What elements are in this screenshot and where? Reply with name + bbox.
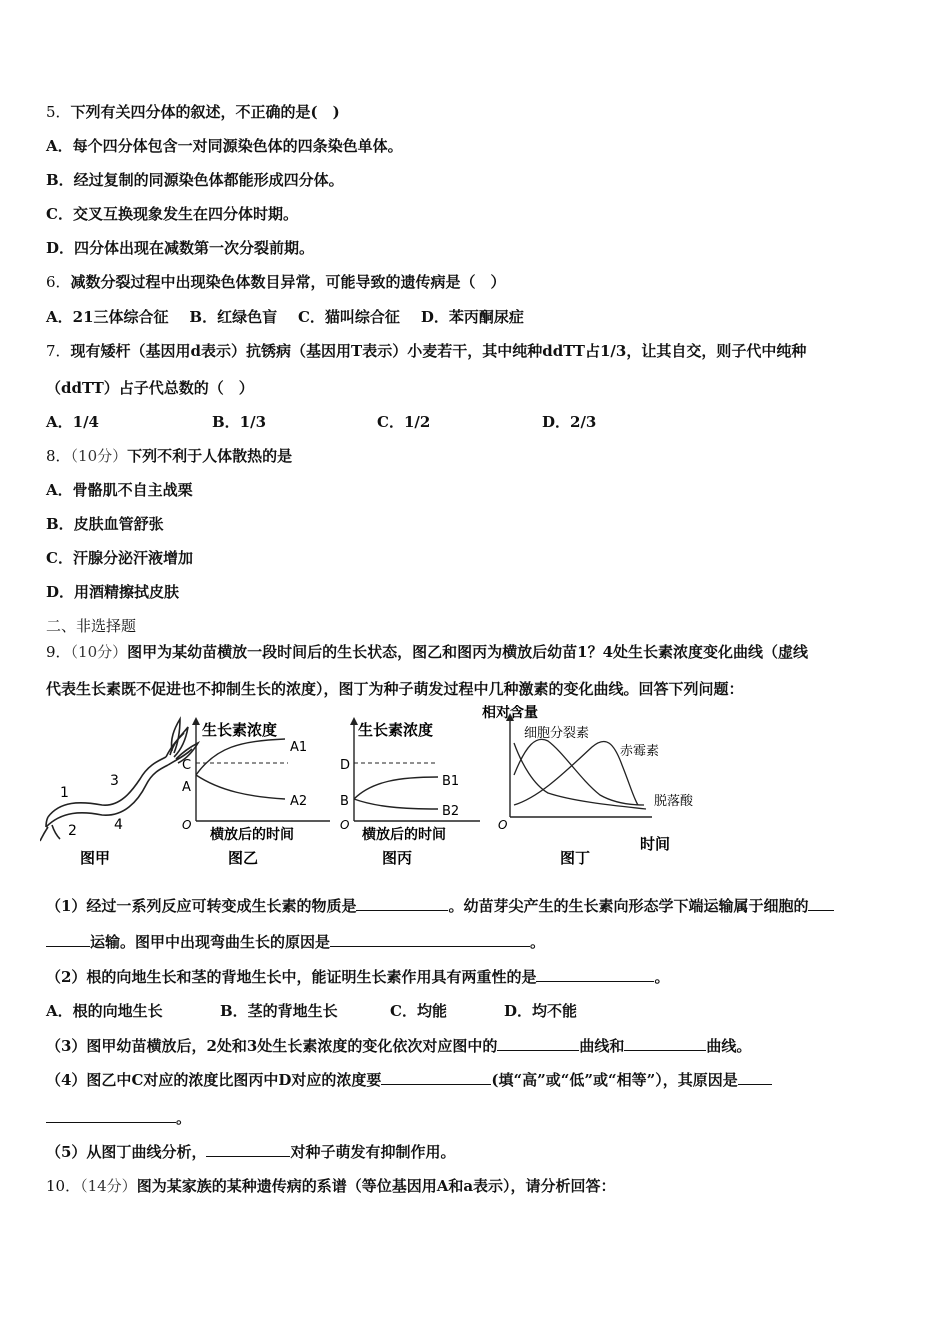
fig-yi-ylabel: 生长素浓度	[202, 721, 278, 739]
q9-part2-option-c: C．均能	[390, 1002, 447, 1020]
q6-option-c: C．猫叫综合征	[297, 308, 400, 326]
q9-part4-line1: （4）图乙中C对应的浓度比图丙中D对应的浓度要 (填“高”或“低”或“相等”），其原因是	[46, 1070, 772, 1090]
q8-option-d: D．用酒精擦拭皮肤	[46, 583, 180, 601]
answer-blank[interactable]	[356, 896, 448, 911]
q5-option-b: B．经过复制的同源染色体都能形成四分体。	[46, 171, 344, 189]
q9-part5: （5）从图丁曲线分析， 对种子萌发有抑制作用。	[46, 1143, 456, 1161]
curve-b1	[354, 777, 438, 799]
fig-ding-series-gibberellin: 赤霉素	[620, 744, 660, 759]
q9-part4-line2: 。	[46, 1108, 191, 1128]
q6-stem: 6．减数分裂过程中出现染色体数目异常，可能导致的遗传病是（ ）	[46, 273, 506, 291]
fig-bing-origin: O	[340, 818, 350, 832]
fig-jia-label-4: 4	[114, 817, 123, 833]
q9-stem-line1: 9．（10分）图甲为某幼苗横放一段时间后的生长状态，图乙和图丙为横放后幼苗1？4处生长素浓度变化曲线（虚线	[46, 643, 809, 661]
fig-yi-caption: 图乙	[228, 849, 259, 867]
q8-option-b: B．皮肤血管舒张	[46, 515, 164, 533]
q9-part1-line2: 运输。图甲中出现弯曲生长的原因是 。	[46, 932, 545, 952]
fig-ding-series-abscisic: 脱落酸	[654, 794, 694, 809]
answer-blank[interactable]	[46, 1108, 176, 1123]
answer-blank[interactable]	[497, 1036, 579, 1051]
answer-blank[interactable]	[381, 1070, 491, 1085]
fig-ding-series-cytokinin: 细胞分裂素	[524, 726, 590, 741]
fig-jia-caption: 图甲	[80, 849, 111, 867]
fig-ding-caption: 图丁	[560, 849, 591, 867]
q8-option-a: A．骨骼肌不自主战栗	[46, 481, 193, 499]
q9-part1-line1: （1）经过一系列反应可转变成生长素的物质是 。幼苗芽尖产生的生长素向形态学下端运输属于细胞的	[46, 896, 834, 916]
fig-ding-xlabel: 时间	[640, 835, 671, 853]
fig-yi-mark-a: A	[182, 780, 191, 795]
curve-b2	[354, 799, 438, 809]
q7-stem-line2: （ddTT）占子代总数的（ ）	[46, 379, 254, 397]
fig-yi-xlabel: 横放后的时间	[210, 827, 294, 843]
q5-option-a: A．每个四分体包含一对同源染色体的四条染色单体。	[46, 137, 403, 155]
q9-figures	[40, 705, 740, 875]
fig-bing-caption: 图丙	[382, 849, 413, 867]
q9-stem-line2: 代表生长素既不促进也不抑制生长的浓度），图丁为种子萌发过程中几种激素的变化曲线。回答下列问题：	[46, 680, 744, 698]
q9-part2-option-d: D．均不能	[504, 1002, 578, 1020]
answer-blank[interactable]	[738, 1070, 772, 1085]
q6-option-a: A．21三体综合征	[46, 308, 169, 326]
q9-part2: （2）根的向地生长和茎的背地生长中，能证明生长素作用具有两重性的是 。	[46, 968, 670, 986]
fig-jia-label-2: 2	[68, 823, 77, 839]
fig-jia-label-1: 1	[60, 785, 69, 801]
answer-blank[interactable]	[808, 896, 834, 911]
q7-option-c: C．1/2	[377, 413, 431, 431]
q9-part2-option-b: B．茎的背地生长	[220, 1002, 338, 1020]
section-heading: 二、非选择题	[46, 617, 137, 635]
q7-option-b: B．1/3	[212, 413, 267, 431]
q8-stem: 8．（10分）下列不利于人体散热的是	[46, 447, 293, 465]
q7-option-d: D．2/3	[542, 413, 597, 431]
q5-stem: 5．下列有关四分体的叙述，不正确的是( )	[46, 103, 340, 121]
q6-option-b: B．红绿色盲	[189, 308, 278, 326]
answer-blank[interactable]	[536, 967, 654, 982]
q5-option-d: D．四分体出现在减数第一次分裂前期。	[46, 239, 315, 257]
fig-jia-label-3: 3	[110, 773, 119, 789]
q5-option-c: C．交叉互换现象发生在四分体时期。	[46, 205, 298, 223]
fig-bing-xlabel: 横放后的时间	[362, 827, 446, 843]
fig-yi-origin: O	[182, 818, 192, 832]
fig-ding-ylabel: 相对含量	[482, 705, 538, 721]
curve-a1	[196, 739, 285, 775]
fig-bing-mark-d: D	[340, 758, 351, 773]
q10-stem: 10．（14分）图为某家族的某种遗传病的系谱（等位基因用A和a表示），请分析回答：	[46, 1177, 616, 1195]
fig-bing-ylabel: 生长素浓度	[358, 721, 434, 739]
q8-option-c: C．汗腺分泌汗液增加	[46, 549, 193, 567]
answer-blank[interactable]	[624, 1036, 706, 1051]
q7-option-a: A．1/4	[46, 413, 99, 431]
answer-blank[interactable]	[46, 932, 90, 947]
fig-yi-mark-c: C	[182, 758, 192, 773]
q9-part2-option-a: A．根的向地生长	[46, 1002, 163, 1020]
fig-yi-mark-a2: A2	[290, 794, 308, 809]
fig-yi-mark-a1: A1	[290, 740, 308, 755]
q9-part3: （3）图甲幼苗横放后，2处和3处生长素浓度的变化依次对应图中的 曲线和 曲线。	[46, 1037, 752, 1055]
fig-ding-origin: O	[498, 818, 508, 832]
fig-bing-mark-b2: B2	[442, 804, 460, 819]
q7-stem-line1: 7．现有矮杆（基因用d表示）抗锈病（基因用T表示）小麦若干，其中纯种ddTT占1/3，让其自交，则子代中纯种	[46, 342, 807, 360]
answer-blank[interactable]	[206, 1142, 290, 1157]
fig-bing-mark-b: B	[340, 794, 349, 809]
curve-a2	[196, 775, 285, 799]
fig-bing-mark-b1: B1	[442, 774, 460, 789]
q6-option-d: D．苯丙酮尿症	[420, 308, 524, 326]
answer-blank[interactable]	[330, 932, 530, 947]
q6-options	[46, 307, 524, 327]
